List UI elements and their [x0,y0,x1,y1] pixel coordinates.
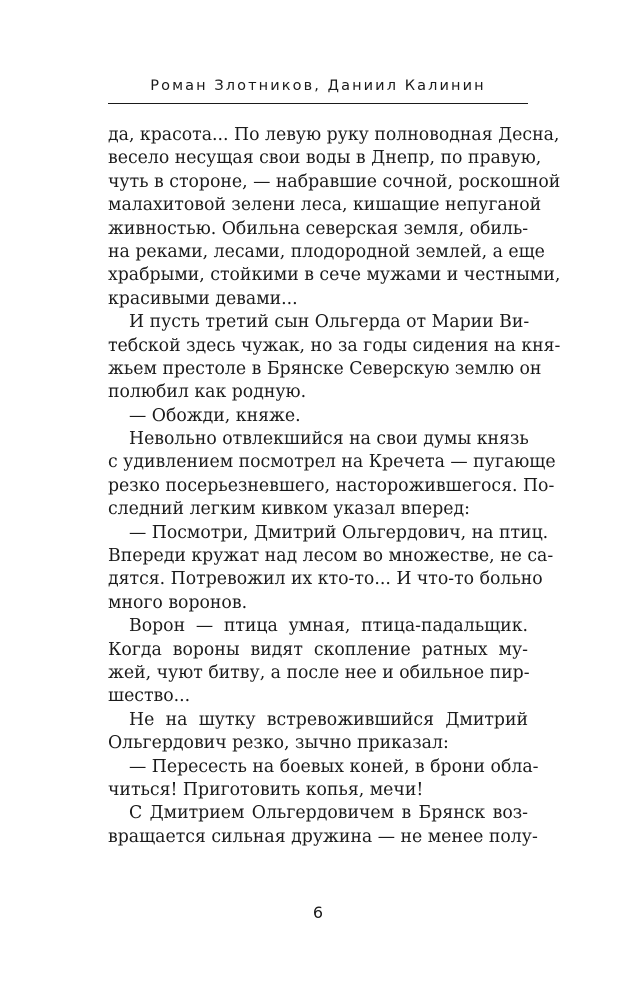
text-line: следний легким кивком указал вперед: [108,499,470,520]
text-line: чуть в стороне, — набравшие сочной, роскошной [108,171,561,192]
running-head: Роман Злотников, Даниил Калинин [150,78,486,94]
text-line: много воронов. [108,592,248,613]
header-rule [108,103,528,104]
text-line: да, красота... По левую руку полноводная Десна, [108,125,560,145]
text-line: Ворон — птица умная, птица-падальщик. [129,616,528,637]
text-line: красивыми девами... [108,288,298,309]
book-body-text [108,124,561,849]
text-line: с удивлением посмотрел на Кречета — пугающе [108,452,556,473]
page-number: 6 [312,903,324,922]
text-line: тебской здесь чужак, но за годы сидения на кня- [108,335,561,356]
text-line: храбрыми, стойкими в сече мужами и честными, [108,265,561,286]
text-line: Не на шутку встревожившийся Дмитрий [129,709,528,730]
text-line: читься! Приготовить копья, мечи! [108,779,424,800]
text-line: Впереди кружат над лесом во множестве, не са- [108,546,554,567]
text-line: вращается сильная дружина — не менее полу- [108,826,538,847]
text-line: на реками, лесами, плодородной землей, а еще [108,241,545,262]
text-line: малахитовой зелени леса, кишащие непуганой [108,195,542,216]
text-line: шество... [108,686,191,707]
text-line: — Обожди, княже. [129,405,301,426]
text-line: полюбил как родную. [108,382,307,403]
text-line: живностью. Обильна северская земля, обиль- [108,218,529,239]
text-line: Невольно отвлекшийся на свои думы князь [129,429,529,450]
text-line: Когда вороны видят скопление ратных му- [108,639,528,660]
text-line: жей, чуют битву, а после нее и обильное пир- [108,662,530,683]
text-line: Ольгердович резко, зычно приказал: [108,733,449,754]
text-line: весело несущая свои воды в Днепр, по правую, [108,148,542,169]
text-line: — Посмотри, Дмитрий Ольгердович, на птиц. [129,522,549,543]
text-line: резко посерьезневшего, насторожившегося. По- [108,475,555,496]
text-line: С Дмитрием Ольгердовичем в Брянск воз- [129,803,528,824]
text-line: жьем престоле в Брянске Северскую землю он [108,358,542,379]
text-line: И пусть третий сын Ольгерда от Марии Ви- [129,312,530,333]
text-line: — Пересесть на боевых коней, в брони обла- [129,756,539,777]
text-line: дятся. Потревожил их кто-то... И что-то больно [108,569,543,590]
